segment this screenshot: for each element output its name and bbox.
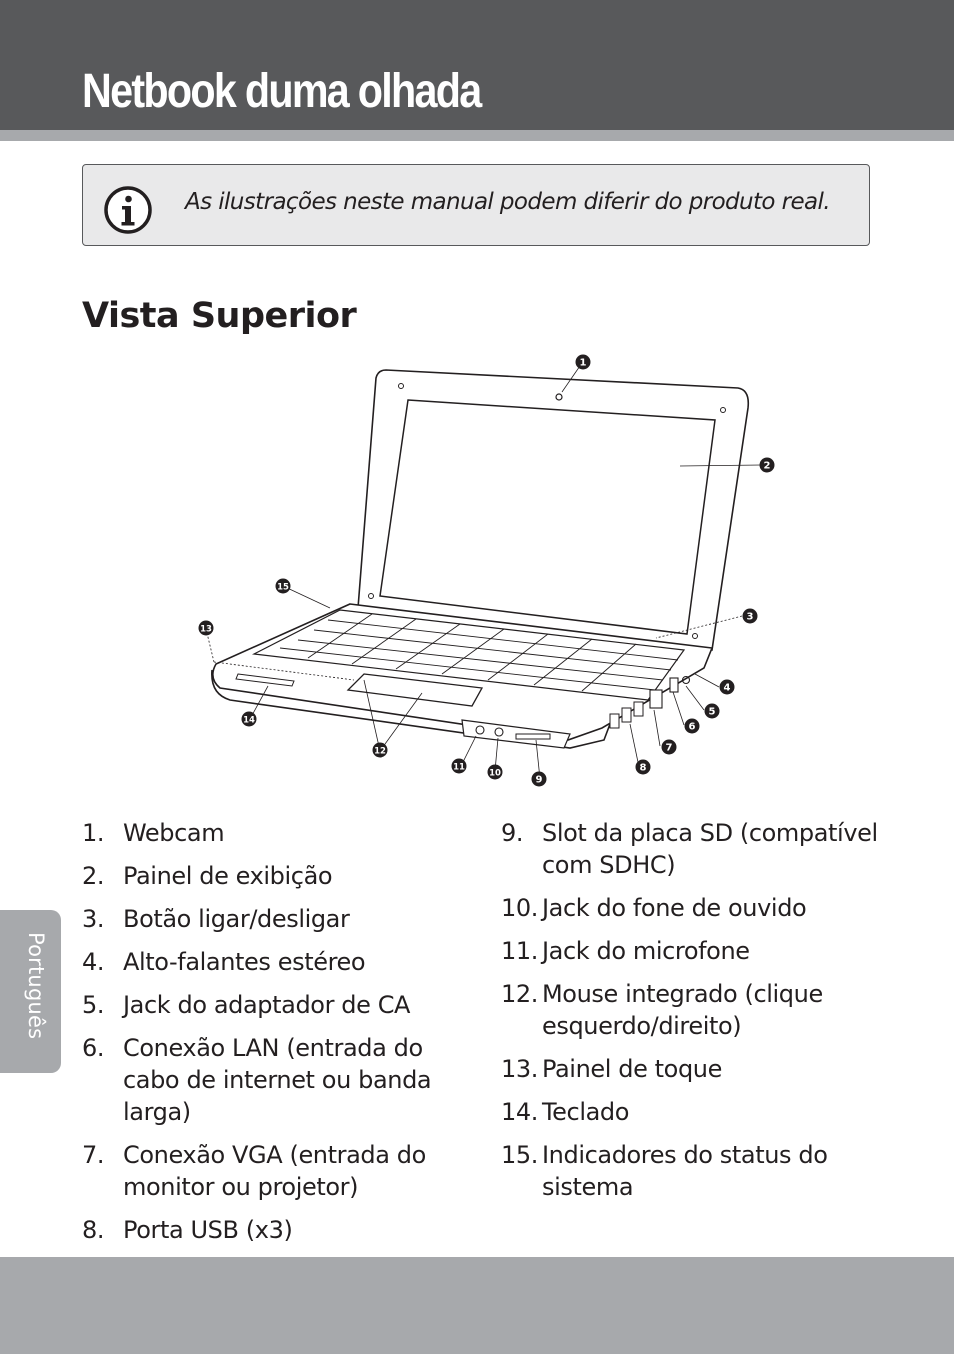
callout-9 <box>532 772 547 787</box>
callout-7 <box>662 740 677 755</box>
page-title: Netbook duma olhada <box>82 65 481 118</box>
callout-12 <box>373 743 388 758</box>
callout-10 <box>488 765 503 780</box>
svg-text:7: 7 <box>665 742 673 754</box>
callout-5 <box>705 704 720 719</box>
svg-text:5: 5 <box>708 706 716 718</box>
callout-4 <box>720 680 735 695</box>
list-item: 8. Porta USB (x3) <box>82 1216 293 1244</box>
page-footer <box>0 1257 954 1354</box>
netbook-diagram <box>190 348 790 798</box>
callout-15 <box>276 579 291 594</box>
info-icon <box>103 185 153 235</box>
callout-3 <box>743 609 758 624</box>
list-item: 1. Webcam <box>82 819 225 847</box>
svg-text:12: 12 <box>374 746 386 757</box>
list-item: 10. Jack do fone de ouvido <box>501 894 807 922</box>
list-item: 13. Painel de toque <box>501 1055 722 1083</box>
svg-text:9: 9 <box>535 774 543 786</box>
note-text: As ilustrações neste manual podem diferir do produto real. <box>185 189 831 215</box>
callout-11 <box>452 759 467 774</box>
svg-text:2: 2 <box>763 460 771 472</box>
svg-text:3: 3 <box>746 611 754 623</box>
list-item: 12. Mouse integrado (clique esquerdo/direito) <box>501 980 823 1040</box>
svg-text:11: 11 <box>453 762 465 773</box>
component-list-left <box>82 817 482 1257</box>
svg-text:1: 1 <box>579 357 587 369</box>
svg-text:15: 15 <box>277 582 289 593</box>
svg-text:10: 10 <box>489 768 501 779</box>
list-item: 4. Alto-falantes estéreo <box>82 948 366 976</box>
list-item: 9. Slot da placa SD (compatível com SDHC) <box>501 819 878 879</box>
callout-14 <box>242 712 257 727</box>
callout-6 <box>685 719 700 734</box>
svg-text:4: 4 <box>723 682 731 694</box>
list-item: 7. Conexão VGA (entrada do monitor ou projetor) <box>82 1141 426 1201</box>
language-tab-label: Português <box>24 932 48 1040</box>
section-title: Vista Superior <box>82 296 357 336</box>
list-item: 5. Jack do adaptador de CA <box>82 991 411 1019</box>
list-item: 2. Painel de exibição <box>82 862 333 890</box>
list-item: 6. Conexão LAN (entrada do cabo de internet ou banda larga) <box>82 1034 432 1126</box>
list-item: 14. Teclado <box>501 1098 630 1126</box>
callout-1 <box>576 355 591 370</box>
component-list-right <box>501 817 881 1214</box>
note-box <box>82 164 870 246</box>
callout-13 <box>199 621 214 636</box>
svg-text:14: 14 <box>243 715 255 726</box>
callout-8 <box>636 760 651 775</box>
svg-text:13: 13 <box>200 624 212 635</box>
list-item: 11. Jack do microfone <box>501 937 750 965</box>
callout-2 <box>760 458 775 473</box>
svg-text:6: 6 <box>688 721 696 733</box>
list-item: 3. Botão ligar/desligar <box>82 905 350 933</box>
header-stripe <box>0 130 954 141</box>
list-item: 15. Indicadores do status do sistema <box>501 1141 828 1201</box>
svg-text:8: 8 <box>639 762 647 774</box>
